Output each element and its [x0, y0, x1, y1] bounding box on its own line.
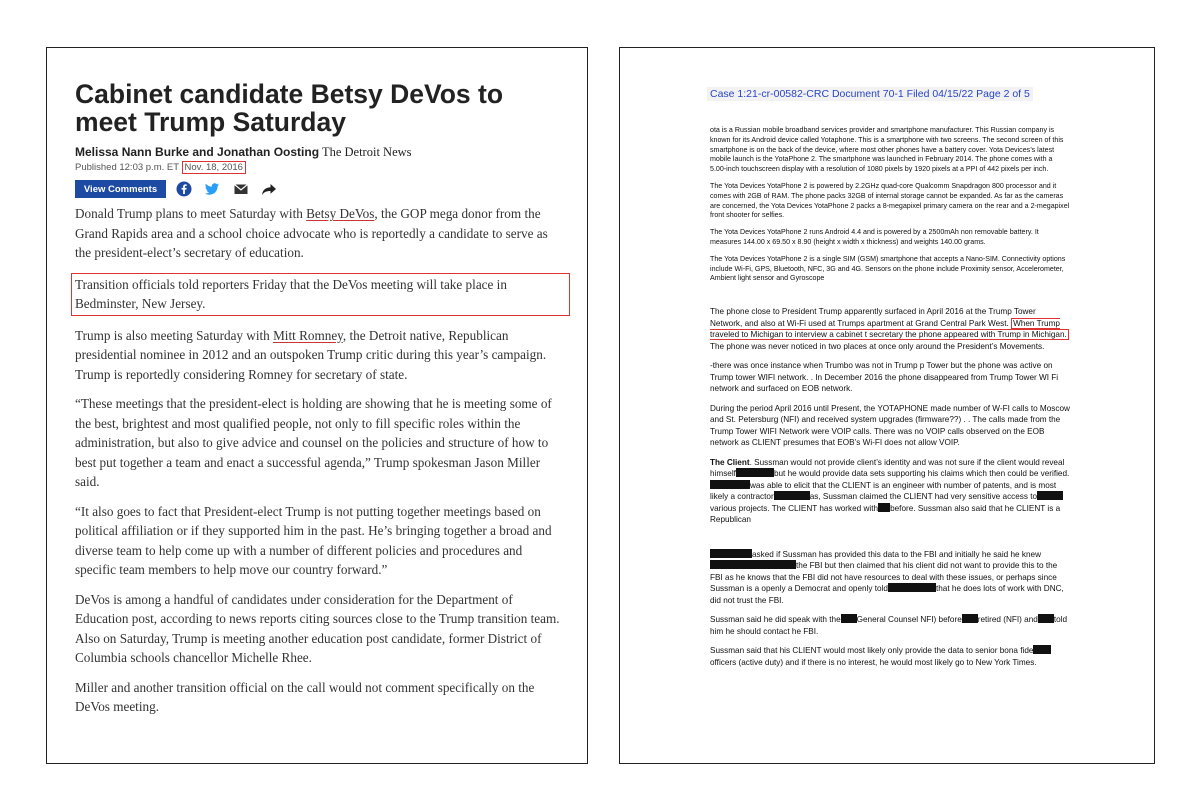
doc-paragraph: Sussman said that his CLIENT would most likely only provide the data to senior bona fideofficers (active duty) and if there is no interest, he would most likely go to New York Times. [710, 645, 1070, 668]
news-article-panel [46, 47, 588, 764]
spec-paragraph: The Yota Devices YotaPhone 2 is a single SIM (GSM) smartphone that accepts a Nano-SIM. Connectivity options include Wi-Fi, GPS, Bluetooth, NFC, 3G and 4G. Sensors on the phone include Proximity sensor, Accelerometer, Ambient light sensor and Gyroscope [710, 254, 1066, 283]
client-paragraph: The Client. Sussman would not provide client’s identity and was not sure if the client would reveal himself but he would provide data sets supporting his claims which then could be verified. was able to elicit that the CLIENT is an engineer with number of patents, and is most likely a contractor as, Sussman claimed the CLIENT had very sensitive access tovarious projects. The CLIENT has worked with before. Sussman also said that he CLIENT is a Republican [710, 457, 1070, 525]
view-comments-button[interactable]: View Comments [75, 180, 166, 198]
redaction-bar [774, 491, 810, 500]
outlet-name: The Detroit News [321, 145, 412, 159]
article-body [75, 204, 565, 727]
document-body [710, 126, 1070, 676]
byline [75, 145, 412, 160]
redaction-bar [1038, 614, 1054, 623]
redaction-bar [888, 583, 936, 592]
spec-paragraph: ota is a Russian mobile broadband services provider and smartphone manufacturer. This Russian company is known for its Android device called Yotaphone. This is a smartphone with two screens. The second screen of this smartphone is on the back of the device, where most other phones have a battery cover. Yota Devices’s latest mobile launch is the YotaPhone 2. The smartphone was launched in February 2014. The phone comes with a 5.00-inch touchscreen display with a resolution of 1080 pixels by 1920 pixels at a PPI of 442 pixels per inch. [710, 126, 1064, 174]
facebook-icon[interactable] [176, 181, 192, 197]
doc-paragraph: The phone close to President Trump apparently surfaced in April 2016 at the Trump Tower Network, and also at Wi-Fi used at Trumps apartment at Grand Central Park West. When Trump traveled to Michigan to interview a cabinet t secretary the phone appeared with Trump in Michigan. The phone was never noticed in two places at once only around the President’s Movements. [710, 307, 1067, 351]
client-heading: The Client [710, 457, 750, 467]
redaction-bar [878, 503, 890, 512]
redaction-bar [710, 560, 796, 569]
mitt-romney-link[interactable]: Mitt Romney [273, 327, 343, 343]
highlighted-paragraph: Transition officials told reporters Friday that the DeVos meeting will take place in Bedminster, New Jersey. [71, 273, 570, 316]
email-icon[interactable] [233, 181, 249, 197]
published-date: Nov. 18, 2016 [182, 161, 246, 174]
spec-paragraph: The Yota Devices YotaPhone 2 runs Android 4.4 and is powered by a 2500mAh non removable battery. It measures 144.00 x 69.50 x 8.90 (height x width x thickness) and weights 140.00 grams. [710, 228, 1039, 246]
author-names[interactable]: Melissa Nann Burke and Jonathan Oosting [75, 145, 320, 159]
doc-paragraph: Sussman said he did speak with the General Counsel NFI) before retired (NFI) and told him he should contact he FBI. [710, 615, 1068, 636]
spec-paragraph: The Yota Devices YotaPhone 2 is powered by 2.2GHz quad-core Qualcomm Snapdragon 800 processor and it comes with 2GB of RAM. The phone packs 32GB of internal storage cannot be expanded. As far as the cameras are concerned, the Yota Devices YotaPhone 2 packs a 8-megapixel primary camera on the rear and a 2-megapixel front shooter for selfies. [710, 181, 1070, 220]
article-paragraph: Trump is also meeting Saturday with Mitt Romney, the Detroit native, Republican presidential nominee in 2012 and an outspoken Trump critic during this year’s campaign. Trump is reportedly considering Romney for secretary of state. [75, 327, 547, 382]
court-document-panel [619, 47, 1155, 764]
redaction-bar [710, 480, 750, 489]
redaction-bar [962, 614, 978, 623]
article-paragraph: Miller and another transition official on the call would not comment specifically on the DeVos meeting. [75, 679, 535, 714]
doc-paragraph: asked if Sussman has provided this data to the FBI and initially he said he knewthe FBI but then claimed that his client did not want to provide this to the FBI as he knows that the FBI did not have resources to deal with these issues, or perhaps since Sussman is a openly a Democrat and openly told that he does lots of work with DNC, did not trust the FBI. [710, 549, 1064, 605]
published-prefix: Published 12:03 p.m. ET [75, 162, 179, 173]
article-paragraph: Donald Trump plans to meet Saturday with Betsy DeVos, the GOP mega donor from the Grand Rapids area and a school choice advocate who is reportedly a candidate to serve as the president-elect’s secretary of education. [75, 206, 548, 260]
article-paragraph: DeVos is among a handful of candidates under consideration for the Department of Education post, according to news reports citing sources close to the Trump transition team. Also on Saturday, Trump is meeting another education post candidate, former District of Columbia schools chancellor Michelle Rhee. [75, 591, 560, 665]
article-paragraph: “It also goes to fact that President-elect Trump is not putting together meetings based on political affiliation or if they supported him in the past. He’s bringing together a broad and diverse team to help come up with a number of different policies and procedures and specific team members to help move our country forward.” [75, 503, 552, 577]
doc-paragraph: During the period April 2016 until Present, the YOTAPHONE made number of W-FI calls to Moscow and St. Petersburg (NFI) and received system upgrades (firmware??) . . The calls made from the Trump Tower WIFI Network were VOIP calls. There was no VOIP calls observed on the EOB network as CLIENT presumes that EOB’s Wi-FI does not allow VOIP. [710, 403, 1070, 448]
published-line [75, 162, 246, 173]
forward-icon[interactable] [261, 181, 277, 197]
betsy-devos-link[interactable]: Betsy DeVos [306, 206, 375, 221]
case-header: Case 1:21-cr-00582-CRC Document 70-1 Filed 04/15/22 Page 2 of 5 [707, 87, 1033, 101]
article-paragraph: “These meetings that the president-elect is holding are showing that he is meeting some of the best, brightest and most qualified people, not only to fill specific roles within the administration, but also to give advice and counsel on the policies and structure of how to best put together a team and enact a successful agenda,” Trump spokesman Jason Miller said. [75, 396, 552, 489]
redaction-bar [736, 468, 774, 477]
article-headline: Cabinet candidate Betsy DeVos to meet Trump Saturday [75, 79, 504, 137]
redaction-bar [1033, 645, 1051, 654]
redaction-bar [710, 549, 752, 558]
redaction-bar [841, 614, 857, 623]
doc-paragraph: -there was once instance when Trumbo was not in Trump p Tower but the phone was active on Trump tower WIFI network. . In December 2016 the phone disappeared from Trump Tower WI Fi network and surfaced on EOB network. [710, 361, 1059, 394]
highlighted-phrase: When Trump traveled to Michigan to interview a cabinet t secretary the phone appeared with Trump in Michigan. [710, 318, 1067, 340]
twitter-icon[interactable] [204, 181, 220, 197]
redaction-bar [1037, 491, 1063, 500]
